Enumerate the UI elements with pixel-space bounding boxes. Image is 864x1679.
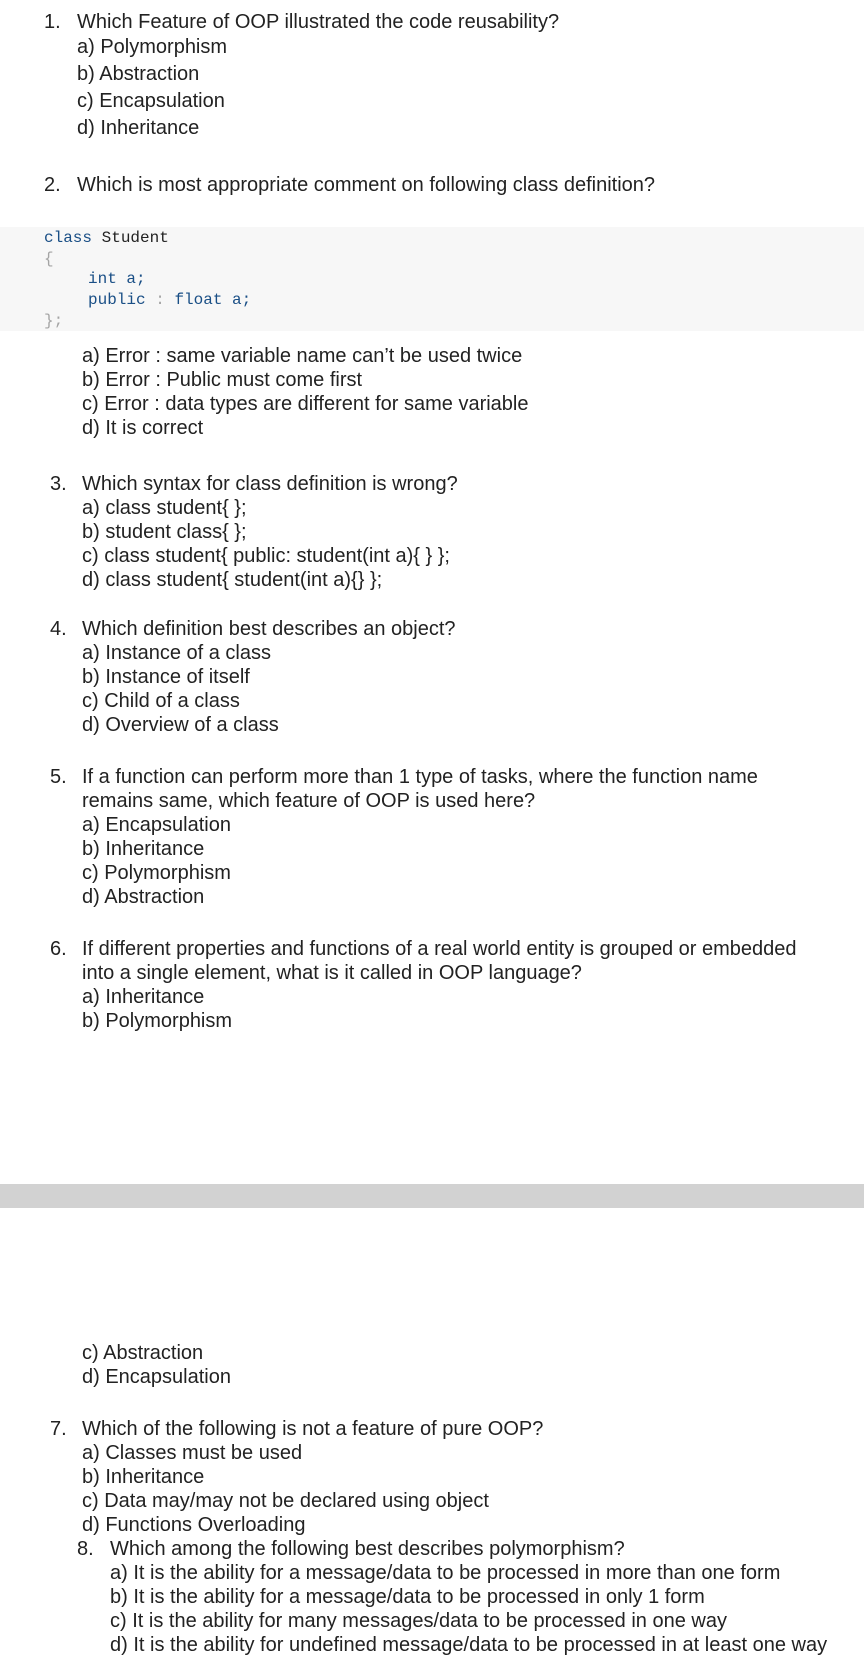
question-text: If a function can perform more than 1 type of tasks, where the function name (82, 766, 758, 788)
option-b: b) Abstraction (77, 63, 200, 85)
option-b: b) Inheritance (82, 1466, 205, 1488)
option-c: c) Child of a class (82, 690, 240, 712)
option-a: a) It is the ability for a message/data to be processed in more than one form (110, 1562, 781, 1584)
option-a: a) Inheritance (82, 986, 205, 1008)
option-d: d) Inheritance (77, 117, 200, 139)
question-number: 1. (44, 11, 61, 33)
option-b: b) It is the ability for a message/data to be processed in only 1 form (110, 1586, 705, 1608)
option-c: c) class student{ public: student(int a){ } }; (82, 545, 450, 567)
option-a: a) Classes must be used (82, 1442, 303, 1464)
question-text: Which Feature of OOP illustrated the code reusability? (77, 11, 560, 33)
option-d: d) It is correct (82, 417, 204, 439)
question-number: 2. (44, 174, 61, 196)
option-b: b) Polymorphism (82, 1010, 233, 1032)
question-text-cont: remains same, which feature of OOP is used here? (82, 790, 536, 812)
option-c: c) Abstraction (82, 1342, 204, 1364)
option-d: d) class student{ student(int a){} }; (82, 569, 383, 591)
option-d: d) Abstraction (82, 886, 205, 908)
option-c: c) Data may/may not be declared using object (82, 1490, 489, 1512)
option-a: a) Polymorphism (77, 36, 228, 58)
question-text-cont: into a single element, what is it called in OOP language? (82, 962, 582, 984)
option-b: b) Instance of itself (82, 666, 250, 688)
option-d: d) Overview of a class (82, 714, 279, 736)
code-keyword: class (44, 229, 93, 247)
question-number: 7. (50, 1418, 67, 1440)
option-d: d) Functions Overloading (82, 1514, 306, 1536)
question-text: Which is most appropriate comment on following class definition? (77, 174, 656, 196)
code-line-class (44, 228, 169, 248)
option-b: b) Inheritance (82, 838, 205, 860)
option-d: d) It is the ability for undefined message/data to be processed in at least one way (110, 1634, 828, 1656)
question-number: 8. (77, 1538, 94, 1560)
code-access-keyword: public (88, 291, 146, 309)
code-colon: : (155, 291, 165, 309)
question-text: Which definition best describes an object? (82, 618, 456, 640)
option-c: c) Error : data types are different for same variable (82, 393, 529, 415)
option-a: a) class student{ }; (82, 497, 247, 519)
question-text: If different properties and functions of a real world entity is grouped or embedded (82, 938, 797, 960)
option-a: a) Encapsulation (82, 814, 231, 836)
code-member-2 (88, 290, 251, 310)
question-text: Which syntax for class definition is wrong? (82, 473, 458, 495)
option-a: a) Instance of a class (82, 642, 271, 664)
question-number: 6. (50, 938, 67, 960)
option-d: d) Encapsulation (82, 1366, 231, 1388)
code-class-name: Student (101, 229, 169, 247)
code-close-brace: }; (44, 312, 64, 330)
option-a: a) Error : same variable name can’t be used twice (82, 345, 523, 367)
question-1 (44, 10, 61, 34)
option-b: b) student class{ }; (82, 521, 247, 543)
option-c: c) Encapsulation (77, 90, 225, 112)
code-member-2-decl: float a; (174, 291, 252, 309)
option-b: b) Error : Public must come first (82, 369, 363, 391)
code-open-brace: { (44, 250, 54, 268)
question-text: Which among the following best describes polymorphism? (110, 1538, 625, 1560)
question-number: 5. (50, 766, 67, 788)
question-number: 3. (50, 473, 67, 495)
question-number: 4. (50, 618, 67, 640)
option-c: c) Polymorphism (82, 862, 231, 884)
option-c: c) It is the ability for many messages/data to be processed in one way (110, 1610, 727, 1632)
code-member-1: int a; (88, 270, 146, 288)
question-text: Which of the following is not a feature of pure OOP? (82, 1418, 544, 1440)
page-break-divider (0, 1184, 864, 1208)
